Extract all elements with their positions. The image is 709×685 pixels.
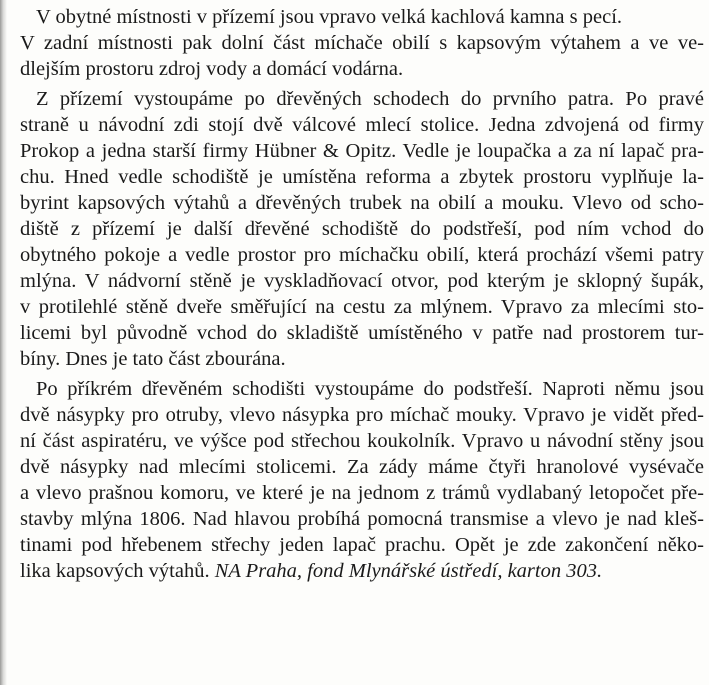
text-line: dlejším prostoru zdroj vody a domácí vodárna. (20, 58, 404, 80)
text-line: bíny. Dnes je tato část zbourána. (20, 348, 286, 370)
text-line: licemi byl původně vchod do skladiště umístěného v patře nad prostorem tur- (20, 322, 704, 344)
text-line: v protilehlé stěně dveře směřující na cestu za mlýnem. Vpravo za mlecími sto- (20, 296, 704, 318)
text-line: dvě násypky nad mlecími stolicemi. Za zády máme čtyři hranolové vysévače (20, 456, 704, 478)
text-line: byrint kapsových výtahů a dřevěných trubek na obilí a mouku. Vlevo od scho- (20, 192, 704, 214)
text-line: tinami pod hřebenem střechy jeden lapač prachu. Opět je zde zakončení něko- (20, 534, 704, 556)
source-citation: NA Praha, fond Mlynářské ústředí, karton 303. (214, 560, 603, 582)
text-line: V obytné místnosti v přízemí jsou vpravo velká kachlová kamna s pecí. (36, 6, 623, 28)
text-line: obytného pokoje a vedle prostor pro míchačku obilí, která prochází všemi patry (20, 244, 704, 266)
text-line: dvě násypky pro otruby, vlevo násypka pro míchač mouky. Vpravo je vidět před- (20, 404, 704, 426)
text-line: straně u návodní zdi stojí dvě válcové mlecí stolice. Jedna zdvojená od firmy (20, 114, 704, 136)
text-line: mlýna. V nádvorní stěně je vyskladňovací otvor, pod kterým je sklopný šupák, (20, 270, 704, 292)
text-line: Prokop a jedna starší firmy Hübner & Opitz. Vedle je loupačka a za ní lapač pra- (20, 140, 704, 162)
text-line: V zadní místnosti pak dolní část míchače obilí s kapsovým výtahem a ve ve- (20, 32, 704, 54)
text-fragment: lika kapsových výtahů. (20, 560, 210, 582)
text-line: ní část aspiratéru, ve výšce pod střechou koukolník. Vpravo u návodní stěny jsou (20, 430, 704, 452)
text-line-with-citation (20, 558, 602, 584)
text-line: diště z přízemí je další dřevěné schodiště do podstřeší, pod ním vchod do (20, 218, 704, 240)
book-spine-shadow (0, 0, 7, 685)
text-line: a vlevo prašnou komoru, ve které je na jednom z trámů vydlabaný letopočet pře- (20, 482, 704, 504)
text-line: stavby mlýna 1806. Nad hlavou probíhá pomocná transmise a vlevo je nad kleš- (20, 508, 704, 530)
text-line: Z přízemí vystoupáme po dřevěných schodech do prvního patra. Po pravé (36, 88, 704, 110)
text-line: chu. Hned vedle schodiště je umístěna reforma a zbytek prostoru vyplňuje la- (20, 166, 704, 188)
text-line: Po příkrém dřevěném schodišti vystoupáme do podstřeší. Naproti němu jsou (36, 378, 704, 400)
